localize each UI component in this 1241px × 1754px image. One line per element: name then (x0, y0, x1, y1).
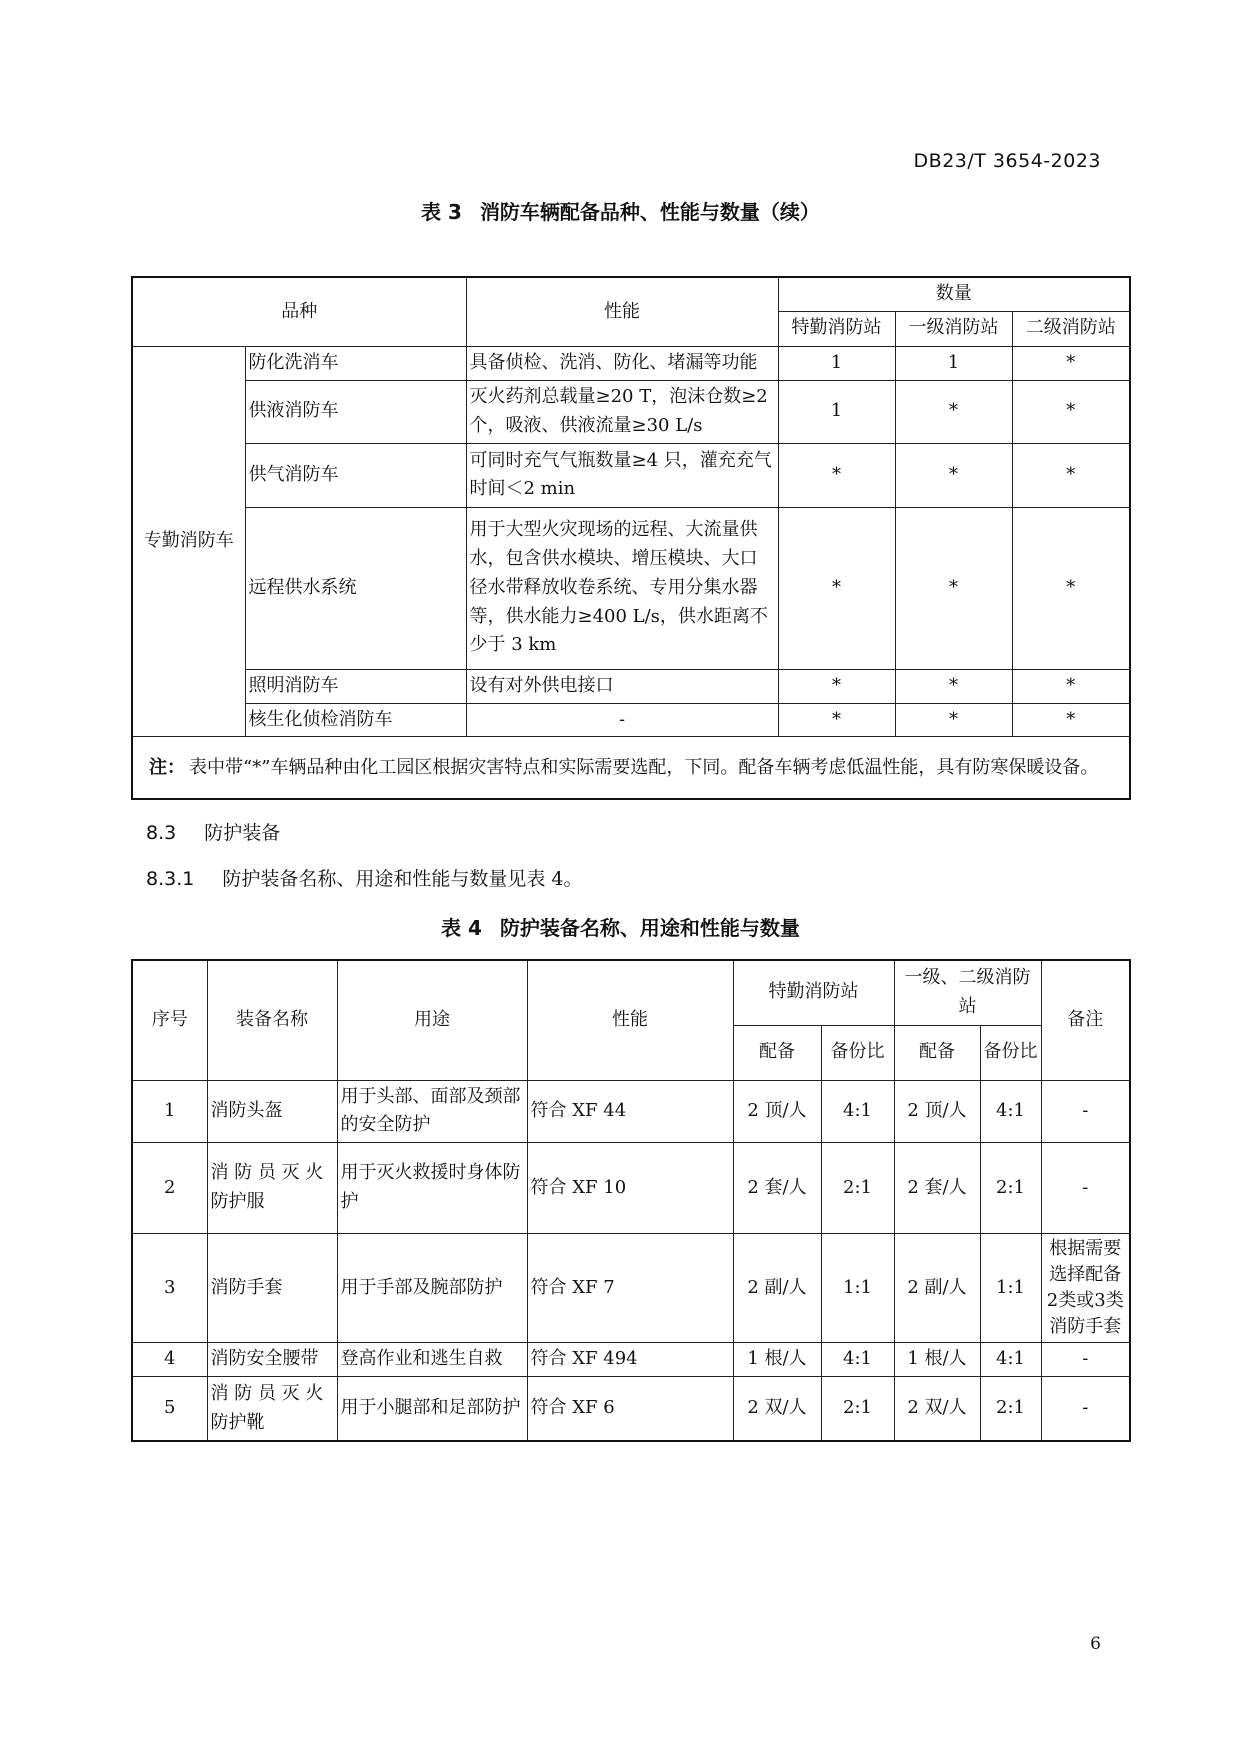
note-text: 表中带“*”车辆品种由化工园区根据灾害特点和实际需要选配，下同。配备车辆考虑低温性能，具有防寒保暖设备。 (189, 756, 1099, 778)
special-equip: 2 顶/人 (733, 1080, 821, 1143)
remark: 根据需要选择配备 2类或3类消防手套 (1041, 1234, 1130, 1343)
header-use: 用途 (337, 960, 527, 1080)
table3-caption (0, 196, 1241, 225)
qty-special: * (778, 443, 895, 507)
qty-level2: * (1012, 346, 1130, 380)
document-code: DB23/T 3654-2023 (913, 150, 1101, 172)
table-row (132, 1143, 1130, 1234)
qty-level1: 1 (895, 346, 1012, 380)
header-special-ratio: 备份比 (821, 1025, 894, 1080)
remark: - (1041, 1377, 1130, 1441)
equipment-name: 消防安全腰带 (207, 1343, 337, 1377)
equipment-use: 用于小腿部和足部防护 (337, 1377, 527, 1441)
header-performance: 性能 (466, 277, 778, 346)
equipment-performance: 符合 XF 10 (527, 1143, 733, 1234)
table-row (132, 1343, 1130, 1377)
vehicle-name: 照明消防车 (245, 669, 466, 703)
equipment-use: 用于头部、面部及颈部的安全防护 (337, 1080, 527, 1143)
qty-special: 1 (778, 346, 895, 380)
header-level1-station: 一级消防站 (895, 311, 1012, 346)
qty-special: * (778, 669, 895, 703)
qty-special: * (778, 507, 895, 669)
table4-title: 防护装备名称、用途和性能与数量 (499, 916, 800, 940)
vehicle-name: 防化洗消车 (245, 346, 466, 380)
special-ratio: 4:1 (821, 1343, 894, 1377)
table-row (132, 507, 1130, 669)
section-number: 8.3 (146, 822, 177, 844)
section-heading (146, 818, 280, 845)
table-row (132, 346, 1130, 380)
table-row (132, 1234, 1130, 1343)
clause-text: 防护装备名称、用途和性能与数量见表 4。 (222, 868, 583, 890)
header-special-equip: 配备 (733, 1025, 821, 1080)
table-row (132, 380, 1130, 443)
section-title: 防护装备 (204, 822, 281, 844)
table3-note (132, 737, 1130, 799)
equipment-name: 消防手套 (207, 1234, 337, 1343)
vehicle-name: 供气消防车 (245, 443, 466, 507)
equipment-name: 消 防 员 灭 火 防护服 (207, 1143, 337, 1234)
header-equipment-name: 装备名称 (207, 960, 337, 1080)
vehicle-name: 远程供水系统 (245, 507, 466, 669)
qty-level1: * (895, 507, 1012, 669)
special-ratio: 2:1 (821, 1377, 894, 1441)
header-special-station: 特勤消防站 (778, 311, 895, 346)
qty-level2: * (1012, 380, 1130, 443)
header-level-ratio: 备份比 (980, 1025, 1041, 1080)
special-equip: 2 双/人 (733, 1377, 821, 1441)
header-special-station: 特勤消防站 (733, 960, 894, 1025)
row-seq: 3 (132, 1234, 207, 1343)
vehicle-performance: 设有对外供电接口 (466, 669, 778, 703)
vehicle-name: 核生化侦检消防车 (245, 703, 466, 737)
remark: - (1041, 1080, 1130, 1143)
special-ratio: 4:1 (821, 1080, 894, 1143)
qty-level2: * (1012, 703, 1130, 737)
equipment-performance: 符合 XF 6 (527, 1377, 733, 1441)
table-row (132, 1377, 1130, 1441)
qty-special: * (778, 703, 895, 737)
group-label: 专勤消防车 (132, 346, 245, 737)
qty-level2: * (1012, 507, 1130, 669)
note-label: 注： (149, 756, 185, 778)
level-ratio: 4:1 (980, 1080, 1041, 1143)
table-row (132, 443, 1130, 507)
clause-paragraph (146, 864, 583, 891)
level-ratio: 1:1 (980, 1234, 1041, 1343)
vehicle-performance: 具备侦检、洗消、防化、堵漏等功能 (466, 346, 778, 380)
special-ratio: 2:1 (821, 1143, 894, 1234)
special-ratio: 1:1 (821, 1234, 894, 1343)
level-ratio: 2:1 (980, 1377, 1041, 1441)
row-seq: 2 (132, 1143, 207, 1234)
header-quantity: 数量 (778, 277, 1130, 311)
special-equip: 2 副/人 (733, 1234, 821, 1343)
row-seq: 5 (132, 1377, 207, 1441)
vehicle-performance: 灭火药剂总载量≥20 T，泡沫仓数≥2 个，吸液、供液流量≥30 L/s (466, 380, 778, 443)
equipment-use: 用于灭火救援时身体防护 (337, 1143, 527, 1234)
header-level12-station: 一级、二级消防站 (894, 960, 1041, 1025)
level-equip: 2 副/人 (894, 1234, 980, 1343)
qty-level1: * (895, 443, 1012, 507)
equipment-use: 登高作业和逃生自救 (337, 1343, 527, 1377)
equipment-name: 消 防 员 灭 火 防护靴 (207, 1377, 337, 1441)
vehicle-performance: 用于大型火灾现场的远程、大流量供水，包含供水模块、增压模块、大口径水带释放收卷系统、专用分集水器等，供水能力≥400 L/s，供水距离不少于 3 km (466, 507, 778, 669)
table4 (131, 959, 1131, 1442)
special-equip: 1 根/人 (733, 1343, 821, 1377)
table3 (131, 276, 1131, 800)
equipment-performance: 符合 XF 7 (527, 1234, 733, 1343)
row-seq: 4 (132, 1343, 207, 1377)
table3-number: 表 3 (421, 200, 462, 224)
qty-level1: * (895, 669, 1012, 703)
equipment-performance: 符合 XF 494 (527, 1343, 733, 1377)
table3-title: 消防车辆配备品种、性能与数量（续） (479, 200, 820, 224)
equipment-use: 用于手部及腕部防护 (337, 1234, 527, 1343)
special-equip: 2 套/人 (733, 1143, 821, 1234)
vehicle-performance: - (466, 703, 778, 737)
table-row (132, 669, 1130, 703)
table-row (132, 1080, 1130, 1143)
level-equip: 2 套/人 (894, 1143, 980, 1234)
qty-special: 1 (778, 380, 895, 443)
header-variety: 品种 (132, 277, 466, 346)
header-level-equip: 配备 (894, 1025, 980, 1080)
equipment-performance: 符合 XF 44 (527, 1080, 733, 1143)
header-seq: 序号 (132, 960, 207, 1080)
remark: - (1041, 1343, 1130, 1377)
vehicle-performance: 可同时充气气瓶数量≥4 只，灌充充气时间＜2 min (466, 443, 778, 507)
table4-number: 表 4 (441, 916, 482, 940)
header-performance: 性能 (527, 960, 733, 1080)
vehicle-name: 供液消防车 (245, 380, 466, 443)
clause-number: 8.3.1 (146, 868, 195, 890)
qty-level1: * (895, 703, 1012, 737)
remark: - (1041, 1143, 1130, 1234)
qty-level2: * (1012, 443, 1130, 507)
row-seq: 1 (132, 1080, 207, 1143)
qty-level2: * (1012, 669, 1130, 703)
level-ratio: 2:1 (980, 1143, 1041, 1234)
qty-level1: * (895, 380, 1012, 443)
level-equip: 2 顶/人 (894, 1080, 980, 1143)
equipment-name: 消防头盔 (207, 1080, 337, 1143)
header-remark: 备注 (1041, 960, 1130, 1080)
level-equip: 2 双/人 (894, 1377, 980, 1441)
level-equip: 1 根/人 (894, 1343, 980, 1377)
page-number: 6 (1090, 1634, 1101, 1654)
header-level2-station: 二级消防站 (1012, 311, 1130, 346)
level-ratio: 4:1 (980, 1343, 1041, 1377)
table-row (132, 703, 1130, 737)
table4-caption (0, 912, 1241, 941)
